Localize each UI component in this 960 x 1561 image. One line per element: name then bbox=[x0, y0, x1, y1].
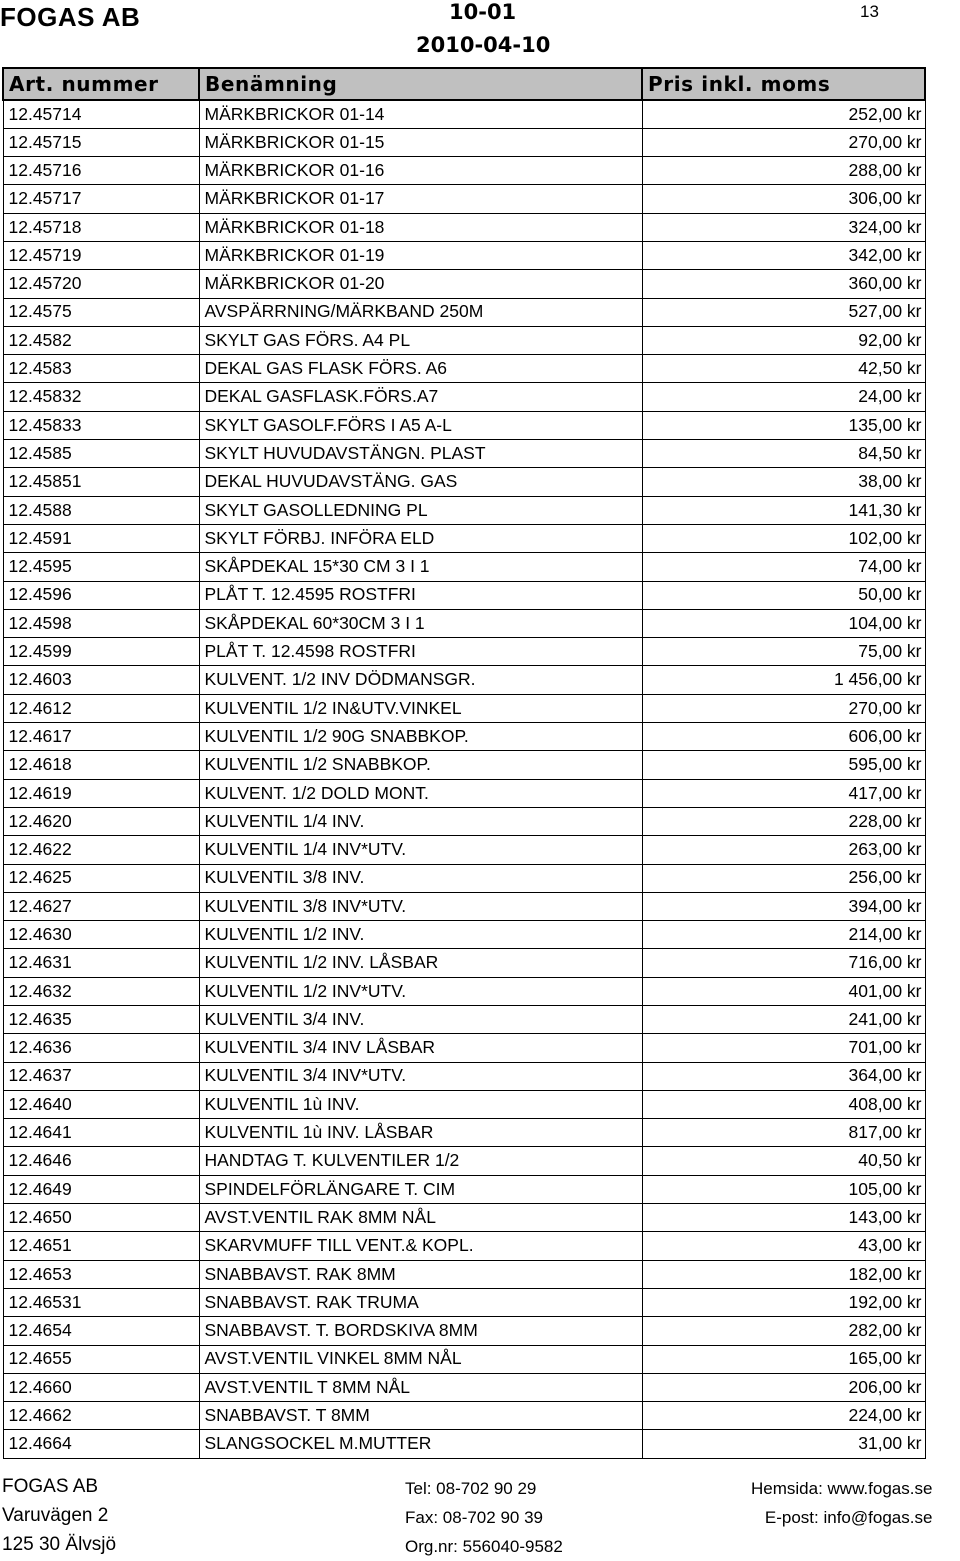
article-number-cell: 12.4591 bbox=[3, 524, 199, 552]
table-row bbox=[3, 864, 925, 892]
article-number-cell: 12.45719 bbox=[3, 241, 199, 269]
article-number-cell: 12.4619 bbox=[3, 779, 199, 807]
price-cell: 143,00 kr bbox=[642, 1204, 925, 1232]
article-number-cell: 12.4632 bbox=[3, 977, 199, 1005]
footer-address bbox=[2, 1472, 116, 1559]
price-cell: 342,00 kr bbox=[642, 241, 925, 269]
product-name-cell: PLÅT T. 12.4595 ROSTFRI bbox=[199, 581, 642, 609]
product-name-cell: SPINDELFÖRLÄNGARE T. CIM bbox=[199, 1175, 642, 1203]
product-name-cell: SKYLT GASOLLEDNING PL bbox=[199, 496, 642, 524]
price-cell: 38,00 kr bbox=[642, 468, 925, 496]
article-number-cell: 12.4640 bbox=[3, 1090, 199, 1118]
price-cell: 360,00 kr bbox=[642, 270, 925, 298]
price-cell: 84,50 kr bbox=[642, 440, 925, 468]
table-row bbox=[3, 270, 925, 298]
price-cell: 306,00 kr bbox=[642, 185, 925, 213]
table-row bbox=[3, 1317, 925, 1345]
article-number-cell: 12.45720 bbox=[3, 270, 199, 298]
table-row bbox=[3, 977, 925, 1005]
table-row bbox=[3, 1034, 925, 1062]
price-cell: 192,00 kr bbox=[642, 1288, 925, 1316]
price-cell: 701,00 kr bbox=[642, 1034, 925, 1062]
product-name-cell: AVST.VENTIL VINKEL 8MM NÅL bbox=[199, 1345, 642, 1373]
price-cell: 1 456,00 kr bbox=[642, 666, 925, 694]
article-number-cell: 12.4618 bbox=[3, 751, 199, 779]
column-header-price: Pris inkl. moms bbox=[642, 68, 925, 100]
price-cell: 263,00 kr bbox=[642, 836, 925, 864]
table-row bbox=[3, 496, 925, 524]
product-name-cell: SNABBAVST. RAK TRUMA bbox=[199, 1288, 642, 1316]
table-row bbox=[3, 1345, 925, 1373]
footer-tel: Tel: 08-702 90 29 bbox=[405, 1479, 537, 1498]
table-row bbox=[3, 581, 925, 609]
product-name-cell: DEKAL GASFLASK.FÖRS.A7 bbox=[199, 383, 642, 411]
article-number-cell: 12.4588 bbox=[3, 496, 199, 524]
product-name-cell: AVSPÄRRNING/MÄRKBAND 250M bbox=[199, 298, 642, 326]
article-number-cell: 12.45715 bbox=[3, 128, 199, 156]
article-number-cell: 12.4641 bbox=[3, 1119, 199, 1147]
product-name-cell: SKYLT FÖRBJ. INFÖRA ELD bbox=[199, 524, 642, 552]
article-number-cell: 12.4620 bbox=[3, 807, 199, 835]
company-title: FOGAS AB bbox=[0, 2, 141, 32]
table-row bbox=[3, 100, 925, 128]
table-row bbox=[3, 694, 925, 722]
article-number-cell: 12.4625 bbox=[3, 864, 199, 892]
table-row bbox=[3, 1204, 925, 1232]
article-number-cell: 12.4655 bbox=[3, 1345, 199, 1373]
article-number-cell: 12.4651 bbox=[3, 1232, 199, 1260]
price-cell: 43,00 kr bbox=[642, 1232, 925, 1260]
product-name-cell: MÄRKBRICKOR 01-15 bbox=[199, 128, 642, 156]
price-cell: 75,00 kr bbox=[642, 638, 925, 666]
article-number-cell: 12.4575 bbox=[3, 298, 199, 326]
article-number-cell: 12.4635 bbox=[3, 1006, 199, 1034]
product-name-cell: KULVENTIL 1/2 90G SNABBKOP. bbox=[199, 723, 642, 751]
price-table bbox=[2, 67, 926, 1459]
footer-orgnr: Org.nr: 556040-9582 bbox=[405, 1537, 563, 1556]
product-name-cell: KULVENTIL 1/4 INV. bbox=[199, 807, 642, 835]
article-number-cell: 12.4598 bbox=[3, 609, 199, 637]
product-name-cell: MÄRKBRICKOR 01-16 bbox=[199, 157, 642, 185]
article-number-cell: 12.4664 bbox=[3, 1430, 199, 1458]
price-cell: 256,00 kr bbox=[642, 864, 925, 892]
price-cell: 282,00 kr bbox=[642, 1317, 925, 1345]
footer-email: E-post: info@fogas.se bbox=[764, 1508, 933, 1527]
price-cell: 595,00 kr bbox=[642, 751, 925, 779]
table-row bbox=[3, 1062, 925, 1090]
article-number-cell: 12.45718 bbox=[3, 213, 199, 241]
price-cell: 92,00 kr bbox=[642, 326, 925, 354]
product-name-cell: AVST.VENTIL T 8MM NÅL bbox=[199, 1373, 642, 1401]
product-name-cell: KULVENTIL 3/8 INV*UTV. bbox=[199, 892, 642, 920]
product-name-cell: KULVENTIL 3/8 INV. bbox=[199, 864, 642, 892]
table-row bbox=[3, 157, 925, 185]
price-cell: 288,00 kr bbox=[642, 157, 925, 185]
price-cell: 270,00 kr bbox=[642, 128, 925, 156]
product-name-cell: KULVENT. 1/2 INV DÖDMANSGR. bbox=[199, 666, 642, 694]
product-name-cell: KULVENTIL 3/4 INV*UTV. bbox=[199, 1062, 642, 1090]
footer-fax: Fax: 08-702 90 39 bbox=[405, 1508, 543, 1527]
price-cell: 31,00 kr bbox=[642, 1430, 925, 1458]
price-cell: 182,00 kr bbox=[642, 1260, 925, 1288]
table-row bbox=[3, 723, 925, 751]
table-row bbox=[3, 1430, 925, 1458]
price-cell: 241,00 kr bbox=[642, 1006, 925, 1034]
table-row bbox=[3, 411, 925, 439]
table-row bbox=[3, 921, 925, 949]
product-name-cell: KULVENTIL 1ù INV. bbox=[199, 1090, 642, 1118]
product-name-cell: KULVENTIL 1/2 IN&UTV.VINKEL bbox=[199, 694, 642, 722]
price-cell: 716,00 kr bbox=[642, 949, 925, 977]
product-name-cell: PLÅT T. 12.4598 ROSTFRI bbox=[199, 638, 642, 666]
article-number-cell: 12.4662 bbox=[3, 1402, 199, 1430]
table-row bbox=[3, 213, 925, 241]
product-name-cell: MÄRKBRICKOR 01-18 bbox=[199, 213, 642, 241]
table-row bbox=[3, 1402, 925, 1430]
article-number-cell: 12.45714 bbox=[3, 100, 199, 128]
price-cell: 324,00 kr bbox=[642, 213, 925, 241]
table-header-row bbox=[3, 68, 925, 100]
article-number-cell: 12.45832 bbox=[3, 383, 199, 411]
article-number-cell: 12.45851 bbox=[3, 468, 199, 496]
product-name-cell: MÄRKBRICKOR 01-19 bbox=[199, 241, 642, 269]
product-name-cell: SNABBAVST. RAK 8MM bbox=[199, 1260, 642, 1288]
table-row bbox=[3, 1373, 925, 1401]
list-code: 10-01 bbox=[449, 0, 517, 24]
article-number-cell: 12.4627 bbox=[3, 892, 199, 920]
product-name-cell: MÄRKBRICKOR 01-20 bbox=[199, 270, 642, 298]
price-cell: 817,00 kr bbox=[642, 1119, 925, 1147]
table-row bbox=[3, 609, 925, 637]
product-name-cell: KULVENTIL 1/2 INV. LÅSBAR bbox=[199, 949, 642, 977]
article-number-cell: 12.4631 bbox=[3, 949, 199, 977]
product-name-cell: DEKAL GAS FLASK FÖRS. A6 bbox=[199, 355, 642, 383]
article-number-cell: 12.4583 bbox=[3, 355, 199, 383]
table-row bbox=[3, 524, 925, 552]
price-cell: 606,00 kr bbox=[642, 723, 925, 751]
price-cell: 401,00 kr bbox=[642, 977, 925, 1005]
price-cell: 40,50 kr bbox=[642, 1147, 925, 1175]
product-name-cell: KULVENTIL 3/4 INV LÅSBAR bbox=[199, 1034, 642, 1062]
article-number-cell: 12.4653 bbox=[3, 1260, 199, 1288]
product-name-cell: KULVENTIL 1/4 INV*UTV. bbox=[199, 836, 642, 864]
product-name-cell: HANDTAG T. KULVENTILER 1/2 bbox=[199, 1147, 642, 1175]
table-row bbox=[3, 128, 925, 156]
page-number: 13 bbox=[860, 2, 879, 21]
table-row bbox=[3, 1147, 925, 1175]
price-cell: 394,00 kr bbox=[642, 892, 925, 920]
price-cell: 270,00 kr bbox=[642, 694, 925, 722]
price-cell: 364,00 kr bbox=[642, 1062, 925, 1090]
table-row bbox=[3, 1232, 925, 1260]
price-cell: 224,00 kr bbox=[642, 1402, 925, 1430]
table-row bbox=[3, 1175, 925, 1203]
product-name-cell: AVST.VENTIL RAK 8MM NÅL bbox=[199, 1204, 642, 1232]
price-cell: 42,50 kr bbox=[642, 355, 925, 383]
article-number-cell: 12.4636 bbox=[3, 1034, 199, 1062]
product-name-cell: MÄRKBRICKOR 01-17 bbox=[199, 185, 642, 213]
table-body bbox=[3, 100, 925, 1458]
product-name-cell: SKÅPDEKAL 15*30 CM 3 I 1 bbox=[199, 553, 642, 581]
table-row bbox=[3, 666, 925, 694]
footer-company: FOGAS AB bbox=[2, 1476, 99, 1497]
table-row bbox=[3, 440, 925, 468]
article-number-cell: 12.4599 bbox=[3, 638, 199, 666]
article-number-cell: 12.4622 bbox=[3, 836, 199, 864]
product-name-cell: SKYLT HUVUDAVSTÄNGN. PLAST bbox=[199, 440, 642, 468]
article-number-cell: 12.4654 bbox=[3, 1317, 199, 1345]
product-name-cell: KULVENTIL 1/2 SNABBKOP. bbox=[199, 751, 642, 779]
product-name-cell: MÄRKBRICKOR 01-14 bbox=[199, 100, 642, 128]
table-row bbox=[3, 638, 925, 666]
price-cell: 252,00 kr bbox=[642, 100, 925, 128]
article-number-cell: 12.4637 bbox=[3, 1062, 199, 1090]
footer-city: 125 30 Älvsjö bbox=[2, 1534, 117, 1555]
article-number-cell: 12.4660 bbox=[3, 1373, 199, 1401]
price-cell: 104,00 kr bbox=[642, 609, 925, 637]
article-number-cell: 12.4650 bbox=[3, 1204, 199, 1232]
price-cell: 141,30 kr bbox=[642, 496, 925, 524]
article-number-cell: 12.4595 bbox=[3, 553, 199, 581]
price-cell: 214,00 kr bbox=[642, 921, 925, 949]
table-row bbox=[3, 185, 925, 213]
table-row bbox=[3, 1260, 925, 1288]
article-number-cell: 12.46531 bbox=[3, 1288, 199, 1316]
table-row bbox=[3, 836, 925, 864]
product-name-cell: SKYLT GASOLF.FÖRS I A5 A-L bbox=[199, 411, 642, 439]
product-name-cell: KULVENTIL 1ù INV. LÅSBAR bbox=[199, 1119, 642, 1147]
product-name-cell: KULVENT. 1/2 DOLD MONT. bbox=[199, 779, 642, 807]
price-cell: 24,00 kr bbox=[642, 383, 925, 411]
table-row bbox=[3, 779, 925, 807]
table-row bbox=[3, 892, 925, 920]
article-number-cell: 12.45716 bbox=[3, 157, 199, 185]
product-name-cell: KULVENTIL 3/4 INV. bbox=[199, 1006, 642, 1034]
product-name-cell: DEKAL HUVUDAVSTÄNG. GAS bbox=[199, 468, 642, 496]
table-row bbox=[3, 468, 925, 496]
article-number-cell: 12.4603 bbox=[3, 666, 199, 694]
table-row bbox=[3, 383, 925, 411]
article-number-cell: 12.4649 bbox=[3, 1175, 199, 1203]
table-row bbox=[3, 949, 925, 977]
table-row bbox=[3, 355, 925, 383]
price-cell: 228,00 kr bbox=[642, 807, 925, 835]
product-name-cell: SNABBAVST. T. BORDSKIVA 8MM bbox=[199, 1317, 642, 1345]
article-number-cell: 12.4630 bbox=[3, 921, 199, 949]
table-row bbox=[3, 807, 925, 835]
price-cell: 50,00 kr bbox=[642, 581, 925, 609]
article-number-cell: 12.4596 bbox=[3, 581, 199, 609]
table-row bbox=[3, 553, 925, 581]
table-row bbox=[3, 1119, 925, 1147]
product-name-cell: KULVENTIL 1/2 INV*UTV. bbox=[199, 977, 642, 1005]
column-header-name: Benämning bbox=[199, 68, 642, 100]
footer-street: Varuvägen 2 bbox=[2, 1505, 109, 1526]
table-row bbox=[3, 241, 925, 269]
list-date: 2010-04-10 bbox=[416, 33, 551, 57]
product-name-cell: SNABBAVST. T 8MM bbox=[199, 1402, 642, 1430]
article-number-cell: 12.45833 bbox=[3, 411, 199, 439]
price-cell: 74,00 kr bbox=[642, 553, 925, 581]
price-cell: 408,00 kr bbox=[642, 1090, 925, 1118]
price-cell: 165,00 kr bbox=[642, 1345, 925, 1373]
price-cell: 417,00 kr bbox=[642, 779, 925, 807]
price-cell: 527,00 kr bbox=[642, 298, 925, 326]
product-name-cell: SLANGSOCKEL M.MUTTER bbox=[199, 1430, 642, 1458]
article-number-cell: 12.45717 bbox=[3, 185, 199, 213]
article-number-cell: 12.4617 bbox=[3, 723, 199, 751]
price-cell: 206,00 kr bbox=[642, 1373, 925, 1401]
article-number-cell: 12.4582 bbox=[3, 326, 199, 354]
table-row bbox=[3, 326, 925, 354]
price-cell: 102,00 kr bbox=[642, 524, 925, 552]
footer-website: Hemsida: www.fogas.se bbox=[751, 1479, 933, 1498]
table-row bbox=[3, 751, 925, 779]
product-name-cell: SKARVMUFF TILL VENT.& KOPL. bbox=[199, 1232, 642, 1260]
table-row bbox=[3, 298, 925, 326]
product-name-cell: SKÅPDEKAL 60*30CM 3 I 1 bbox=[199, 609, 642, 637]
footer-web bbox=[751, 1474, 932, 1532]
footer-contact bbox=[405, 1474, 563, 1561]
article-number-cell: 12.4646 bbox=[3, 1147, 199, 1175]
product-name-cell: SKYLT GAS FÖRS. A4 PL bbox=[199, 326, 642, 354]
article-number-cell: 12.4585 bbox=[3, 440, 199, 468]
table-row bbox=[3, 1288, 925, 1316]
product-name-cell: KULVENTIL 1/2 INV. bbox=[199, 921, 642, 949]
price-cell: 135,00 kr bbox=[642, 411, 925, 439]
price-cell: 105,00 kr bbox=[642, 1175, 925, 1203]
column-header-article: Art. nummer bbox=[3, 68, 199, 100]
table-row bbox=[3, 1006, 925, 1034]
table-row bbox=[3, 1090, 925, 1118]
article-number-cell: 12.4612 bbox=[3, 694, 199, 722]
